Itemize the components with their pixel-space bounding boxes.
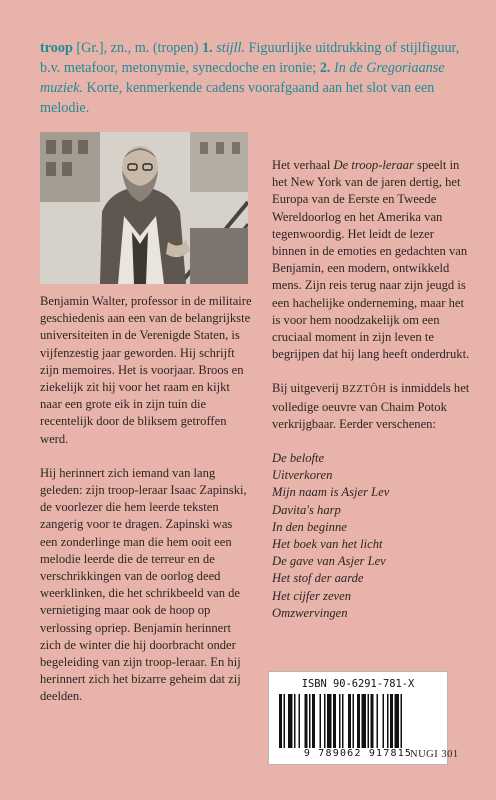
list-item: Omzwervingen <box>272 605 348 620</box>
barcode-bars <box>279 694 437 748</box>
publisher-name: BZZTÔH <box>341 384 387 396</box>
right-paragraph-1-pre: Het verhaal <box>272 158 334 172</box>
isbn-label: ISBN 90-6291-781-X <box>301 678 415 690</box>
list-item: De gave van Asjer Lev <box>272 554 386 569</box>
author-photo <box>40 132 248 284</box>
definition-block <box>40 38 460 118</box>
list-item: Uitverkoren <box>272 468 333 483</box>
right-paragraph-2-post: is inmiddels het volledige oeuvre van Chaim Potok verkrijgbaar. Eerder verschenen: <box>272 381 470 431</box>
list-item: Davita's harp <box>272 502 341 517</box>
list-item: Het boek van het licht <box>272 537 383 552</box>
definition-headword: troop <box>40 40 73 56</box>
definition-grammar: [Gr.], zn., m. (tropen) <box>72 40 203 56</box>
nugi-code: NUGI 301 <box>410 749 459 760</box>
left-paragraph-1: Benjamin Walter, professor in de militaire geschiedenis aan een van de belangrijkste universiteiten in de Verenigde Staten, is vijfenzestig jaar geworden. Hij schrijft zijn memoires. Het is voorjaar. Broos en ziekelijk zit hij voor het raam en kijkt naar een grote eik in zijn tuin die recentelijk door de bliksem getroffen werd. <box>40 294 252 446</box>
right-paragraph-2 <box>272 380 470 433</box>
definition-sense2-text: Korte, kenmerkende cadens voorafgaand aan het slot van een melodie. <box>40 80 435 116</box>
right-paragraph-1-post: speelt in het New York van de jaren dertig, het Europa van de Eerste en Tweede Wereldoorlog en het Amerika van tegenwoordig. Het leidt de lezer binnen in de emoties en gedachten van Benjamin, een modern, ontwikkeld mens. Zijn reis terug naar zijn jeugd is een hachelijke onderneming, maar het is voor hem noodzakelijk om een cruciaal moment in zijn leven te begrijpen dat hij lang heeft onderdrukt. <box>272 158 470 362</box>
definition-sense1-label: stijll. <box>216 40 246 56</box>
list-item: Mijn naam is Asjer Lev <box>272 485 390 500</box>
definition-number-2: 2. <box>319 60 331 76</box>
author-photo-image <box>40 132 248 284</box>
definition-number-1: 1. <box>202 40 213 56</box>
list-item: In den beginne <box>272 519 347 534</box>
list-item: De belofte <box>272 451 325 466</box>
left-paragraph-2: Hij herinnert zich iemand van lang geleden: zijn troop-leraar Isaac Zapinski, de voorlezer die hem leerde teksten zangerig voor te dragen. Zapinski was een zonderlinge man die hem ooit een melodie leerde die de terreur en de verschrikkingen van de oorlog deed weerklinken, die het schrikbeeld van de vernietiging maar ook de hoop op verlossing opriep. Benjamin herinnert zich de winter die hij doorbracht onder begeleiding van zijn troop-leraar. En hij herinnert zich het bizarre geheim dat zij deelden. <box>40 465 247 704</box>
other-titles-list <box>272 450 470 622</box>
definition-sense2-label: In de Gregoriaanse muziek. <box>40 60 445 96</box>
definition-sense1-text: Figuurlijke uitdrukking of stijlfiguur, b.v. metafoor, metonymie, synecdoche en ironie; <box>40 40 460 76</box>
right-column <box>272 157 470 622</box>
left-column <box>40 293 252 723</box>
ean-number: 9 789062 917815 <box>303 748 413 759</box>
list-item: Het stof der aarde <box>272 571 364 586</box>
right-paragraph-2-pre: Bij uitgeverij <box>272 381 342 396</box>
right-paragraph-1 <box>272 157 470 363</box>
list-item: Het cijfer zeven <box>272 588 352 603</box>
book-title-inline: De troop-leraar <box>333 158 414 172</box>
